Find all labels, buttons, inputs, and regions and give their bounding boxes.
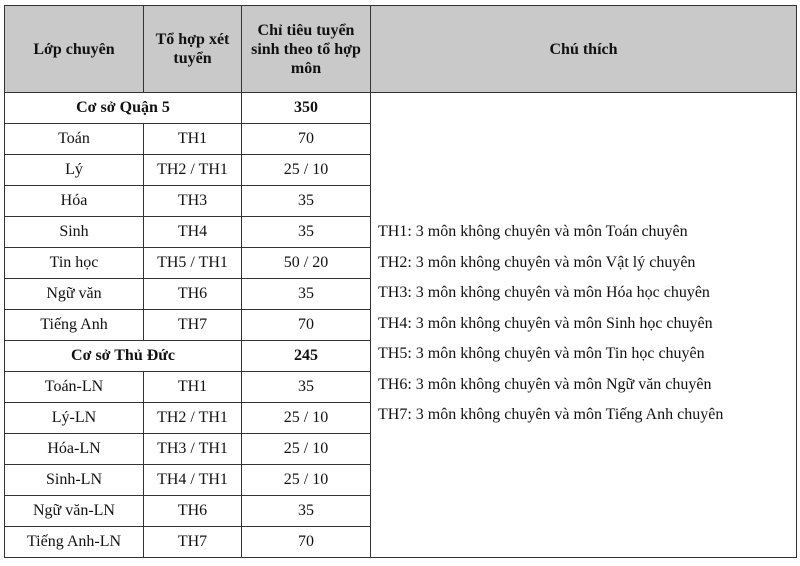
combination: TH2 / TH1 [144,155,242,186]
note-item: TH2: 3 môn không chuyên và môn Vật lý chuyên [378,253,696,271]
quota: 25 / 10 [242,403,371,434]
quota: 70 [242,124,371,155]
quota: 35 [242,279,371,310]
class-name: Toán [5,124,144,155]
class-name: Lý-LN [5,403,144,434]
class-name: Tiếng Anh [5,310,144,341]
combination: TH4 / TH1 [144,465,242,496]
notes-cell [371,93,797,558]
note-item: TH1: 3 môn không chuyên và môn Toán chuyên [378,223,688,240]
group-total: 350 [242,93,371,124]
admission-quota-table [4,5,797,558]
combination: TH7 [144,310,242,341]
quota: 70 [242,310,371,341]
class-name: Ngữ văn [5,279,144,310]
quota: 35 [242,186,371,217]
header-row [5,6,797,93]
class-name: Tiếng Anh-LN [5,527,144,558]
group-name: Cơ sở Quận 5 [5,93,242,124]
note-item: TH5: 3 môn không chuyên và môn Tin học chuyên [378,345,705,362]
header-quota: Chỉ tiêu tuyển sinh theo tổ hợp môn [242,6,371,93]
note-item: TH4: 3 môn không chuyên và môn Sinh học chuyên [378,314,713,332]
class-name: Tin học [5,248,144,279]
group-total: 245 [242,341,371,372]
quota: 35 [242,496,371,527]
group-name: Cơ sở Thủ Đức [5,341,242,372]
quota: 25 / 10 [242,465,371,496]
header-combination: Tổ hợp xét tuyển [144,6,242,93]
combination: TH2 / TH1 [144,403,242,434]
note-item: TH7: 3 môn không chuyên và môn Tiếng Anh chuyên [378,406,724,423]
combination: TH5 / TH1 [144,248,242,279]
combination: TH1 [144,124,242,155]
combination: TH3 [144,186,242,217]
quota: 50 / 20 [242,248,371,279]
combination: TH6 [144,496,242,527]
class-name: Sinh-LN [5,465,144,496]
group-row [5,93,797,124]
class-name: Lý [5,155,144,186]
header-notes: Chú thích [371,6,797,93]
combination: TH7 [144,527,242,558]
combination: TH6 [144,279,242,310]
class-name: Hóa [5,186,144,217]
class-name: Sinh [5,217,144,248]
class-name: Ngữ văn-LN [5,496,144,527]
combination: TH4 [144,217,242,248]
combination: TH3 / TH1 [144,434,242,465]
quota: 35 [242,217,371,248]
quota: 70 [242,527,371,558]
class-name: Toán-LN [5,372,144,403]
class-name: Hóa-LN [5,434,144,465]
quota: 25 / 10 [242,155,371,186]
quota: 35 [242,372,371,403]
header-class: Lớp chuyên [5,6,144,93]
quota: 25 / 10 [242,434,371,465]
note-item: TH6: 3 môn không chuyên và môn Ngữ văn chuyên [378,375,712,393]
combination: TH1 [144,372,242,403]
note-item: TH3: 3 môn không chuyên và môn Hóa học chuyên [378,284,710,301]
